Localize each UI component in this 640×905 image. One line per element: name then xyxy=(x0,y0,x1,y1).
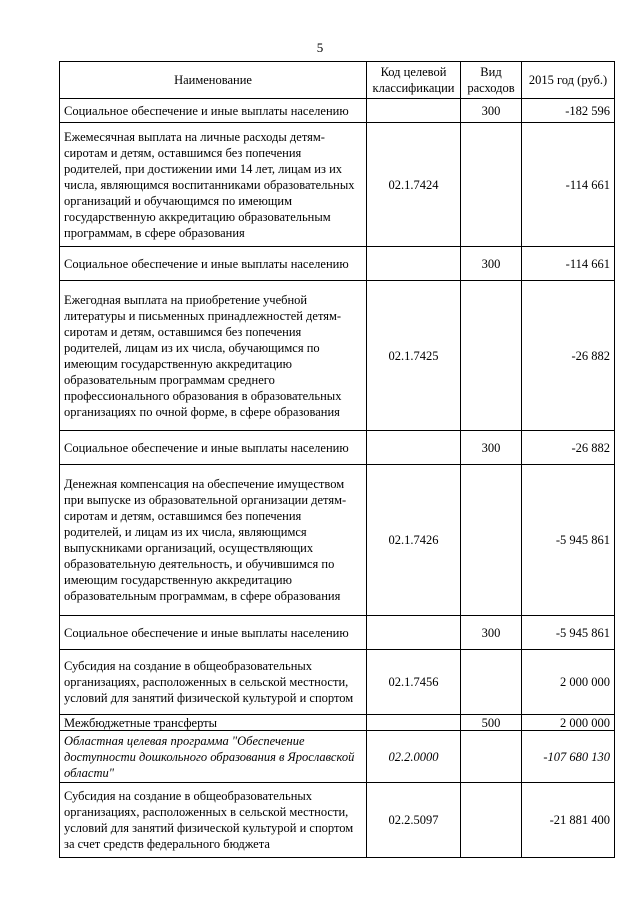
row-name: Социальное обеспечение и иные выплаты населению xyxy=(60,99,367,123)
table-row xyxy=(60,650,615,715)
table-row xyxy=(60,123,615,247)
table-row xyxy=(60,431,615,465)
row-name: Субсидия на создание в общеобразовательных организациях, расположенных в сельской местности, условий для занятий физической культурой и спортом за счет средств федерального бюджета xyxy=(60,783,367,858)
row-amount: -26 882 xyxy=(522,431,615,465)
row-name: Социальное обеспечение и иные выплаты населению xyxy=(60,616,367,650)
row-amount: -182 596 xyxy=(522,99,615,123)
row-amount: 2 000 000 xyxy=(522,650,615,715)
row-name: Субсидия на создание в общеобразовательных организациях, расположенных в сельской местности, условий для занятий физической культурой и спортом xyxy=(60,650,367,715)
row-name: Социальное обеспечение и иные выплаты населению xyxy=(60,247,367,281)
table-row xyxy=(60,281,615,431)
row-name: Межбюджетные трансферты xyxy=(60,715,367,731)
header-type: Вид расходов xyxy=(461,62,522,99)
row-name: Социальное обеспечение и иные выплаты населению xyxy=(60,431,367,465)
page-number: 5 xyxy=(316,40,324,55)
row-amount: -21 881 400 xyxy=(522,783,615,858)
row-name: Ежемесячная выплата на личные расходы детям-сиротам и детям, оставшимся без попечения родителей, при достижении ими 14 лет, лицам из их числа, являющимся воспитанниками образовательных организаций и обучающимся по имеющим государственную аккредитацию образовательным программам, в сфере образования xyxy=(60,123,367,247)
row-type xyxy=(461,123,522,247)
row-type: 300 xyxy=(461,99,522,123)
row-code: 02.1.7426 xyxy=(367,465,461,616)
row-amount: -114 661 xyxy=(522,247,615,281)
row-type xyxy=(461,281,522,431)
row-code xyxy=(367,431,461,465)
row-amount: -5 945 861 xyxy=(522,616,615,650)
row-code xyxy=(367,247,461,281)
row-type xyxy=(461,783,522,858)
row-amount: 2 000 000 xyxy=(522,715,615,731)
budget-table xyxy=(59,61,615,858)
table-row xyxy=(60,465,615,616)
row-code: 02.2.0000 xyxy=(367,731,461,783)
row-code: 02.1.7456 xyxy=(367,650,461,715)
row-name: Денежная компенсация на обеспечение имуществом при выпуске из образовательной организации детям-сиротам и детям, оставшимся без попечения родителей, и лицам из их числа, являющимся выпускниками организаций, осуществляющих образовательную деятельность, и обучившимся по имеющим государственную аккредитацию образовательным программам, в сфере образования xyxy=(60,465,367,616)
header-amount: 2015 год (руб.) xyxy=(522,62,615,99)
header-name: Наименование xyxy=(60,62,367,99)
table-row xyxy=(60,731,615,783)
row-name: Ежегодная выплата на приобретение учебной литературы и письменных принадлежностей детям-сиротам и детям, оставшимся без попечения родителей, лицам из их числа, обучающимся по имеющим государственную аккредитацию образовательным программам среднего профессионального образования в образовательных организациях по очной форме, в сфере образования xyxy=(60,281,367,431)
row-type: 300 xyxy=(461,431,522,465)
table-row xyxy=(60,715,615,731)
row-code: 02.2.5097 xyxy=(367,783,461,858)
row-code xyxy=(367,616,461,650)
row-name: Областная целевая программа "Обеспечение доступности дошкольного образования в Ярославской области" xyxy=(60,731,367,783)
row-type xyxy=(461,731,522,783)
table-row xyxy=(60,783,615,858)
table-row xyxy=(60,616,615,650)
table-row xyxy=(60,99,615,123)
row-type xyxy=(461,465,522,616)
table-header-row xyxy=(60,62,615,99)
row-type: 300 xyxy=(461,616,522,650)
row-amount: -107 680 130 xyxy=(522,731,615,783)
table-row xyxy=(60,247,615,281)
row-type: 300 xyxy=(461,247,522,281)
header-code: Код целевой классификации xyxy=(367,62,461,99)
row-code xyxy=(367,99,461,123)
row-amount: -5 945 861 xyxy=(522,465,615,616)
row-code: 02.1.7424 xyxy=(367,123,461,247)
row-type xyxy=(461,650,522,715)
row-code xyxy=(367,715,461,731)
row-amount: -114 661 xyxy=(522,123,615,247)
row-type: 500 xyxy=(461,715,522,731)
row-code: 02.1.7425 xyxy=(367,281,461,431)
row-amount: -26 882 xyxy=(522,281,615,431)
